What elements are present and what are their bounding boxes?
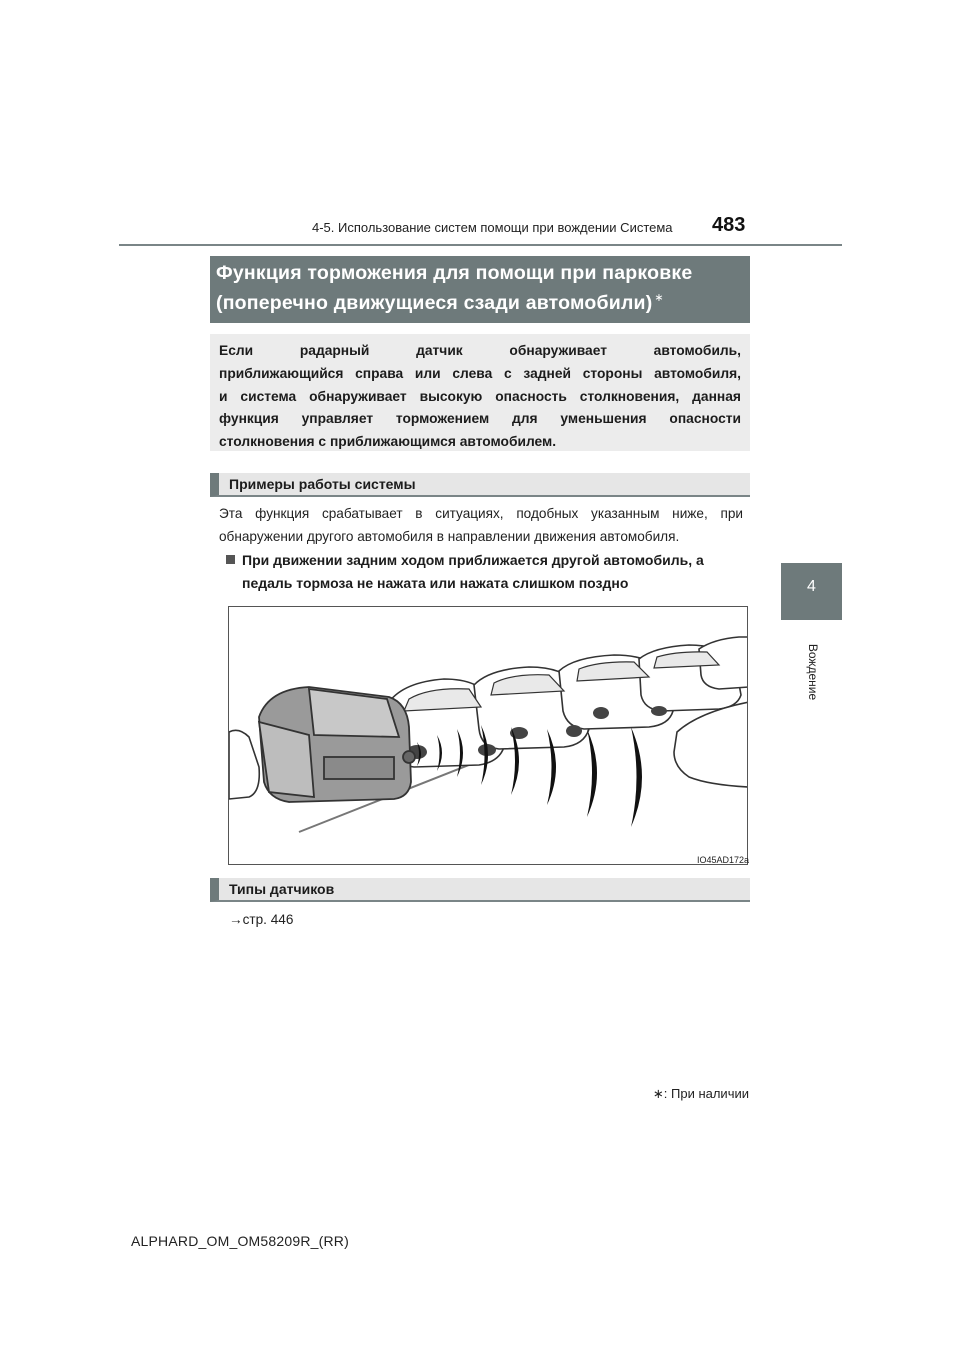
figure-code: IO45AD172a (697, 855, 750, 865)
intro-line: Если радарный датчик обнаруживает автомобиль, (219, 343, 741, 358)
subsection-title: Примеры работы системы (229, 476, 416, 492)
parking-scene-svg (229, 607, 748, 865)
footnote-marker: ∗ (654, 292, 664, 304)
subsection-header-sensors (210, 878, 750, 902)
header-rule (119, 244, 842, 246)
running-header-section: 4-5. Использование систем помощи при вождении Система (312, 220, 673, 235)
paragraph-line: Эта функция срабатывает в ситуациях, подобных указанным ниже, при (219, 506, 743, 521)
chapter-tab-number: 4 (807, 578, 816, 595)
intro-line: столкновения с приближающимся автомобилем. (219, 434, 557, 450)
bullet-line: педаль тормоза не нажата или нажата слишком поздно (242, 574, 629, 591)
example-bullet (226, 549, 744, 595)
footnote: ∗: При наличии (652, 1086, 749, 1101)
intro-line: приближающийся справа или слева с задней стороны автомобиля, (219, 365, 741, 381)
examples-paragraph (219, 503, 743, 548)
document-id: ALPHARD_OM_OM58209R_(RR) (131, 1233, 349, 1249)
paragraph-line: обнаружении другого автомобиля в направлении движения автомобиля. (219, 528, 680, 544)
section-title-line-1: Функция торможения для помощи при парковке (216, 262, 693, 284)
bullet-square-icon (226, 555, 235, 564)
parking-illustration (228, 606, 748, 865)
chapter-tab-label: Вождение (806, 643, 820, 701)
bullet-line: При движении задним ходом приближается другой автомобиль, а (242, 552, 704, 568)
intro-text (219, 340, 741, 454)
intro-line: и система обнаруживает высокую опасность столкновения, данная (219, 388, 741, 404)
section-title-line-2: (поперечно движущиеся сзади автомобили) ∗ (216, 292, 664, 314)
subsection-header-examples (210, 473, 750, 497)
subsection-title: Типы датчиков (229, 881, 335, 897)
intro-line: функция управляет торможением для уменьшения опасности (219, 411, 741, 427)
page-number: 483 (712, 214, 746, 236)
page-reference: →стр. 446 (229, 912, 294, 927)
